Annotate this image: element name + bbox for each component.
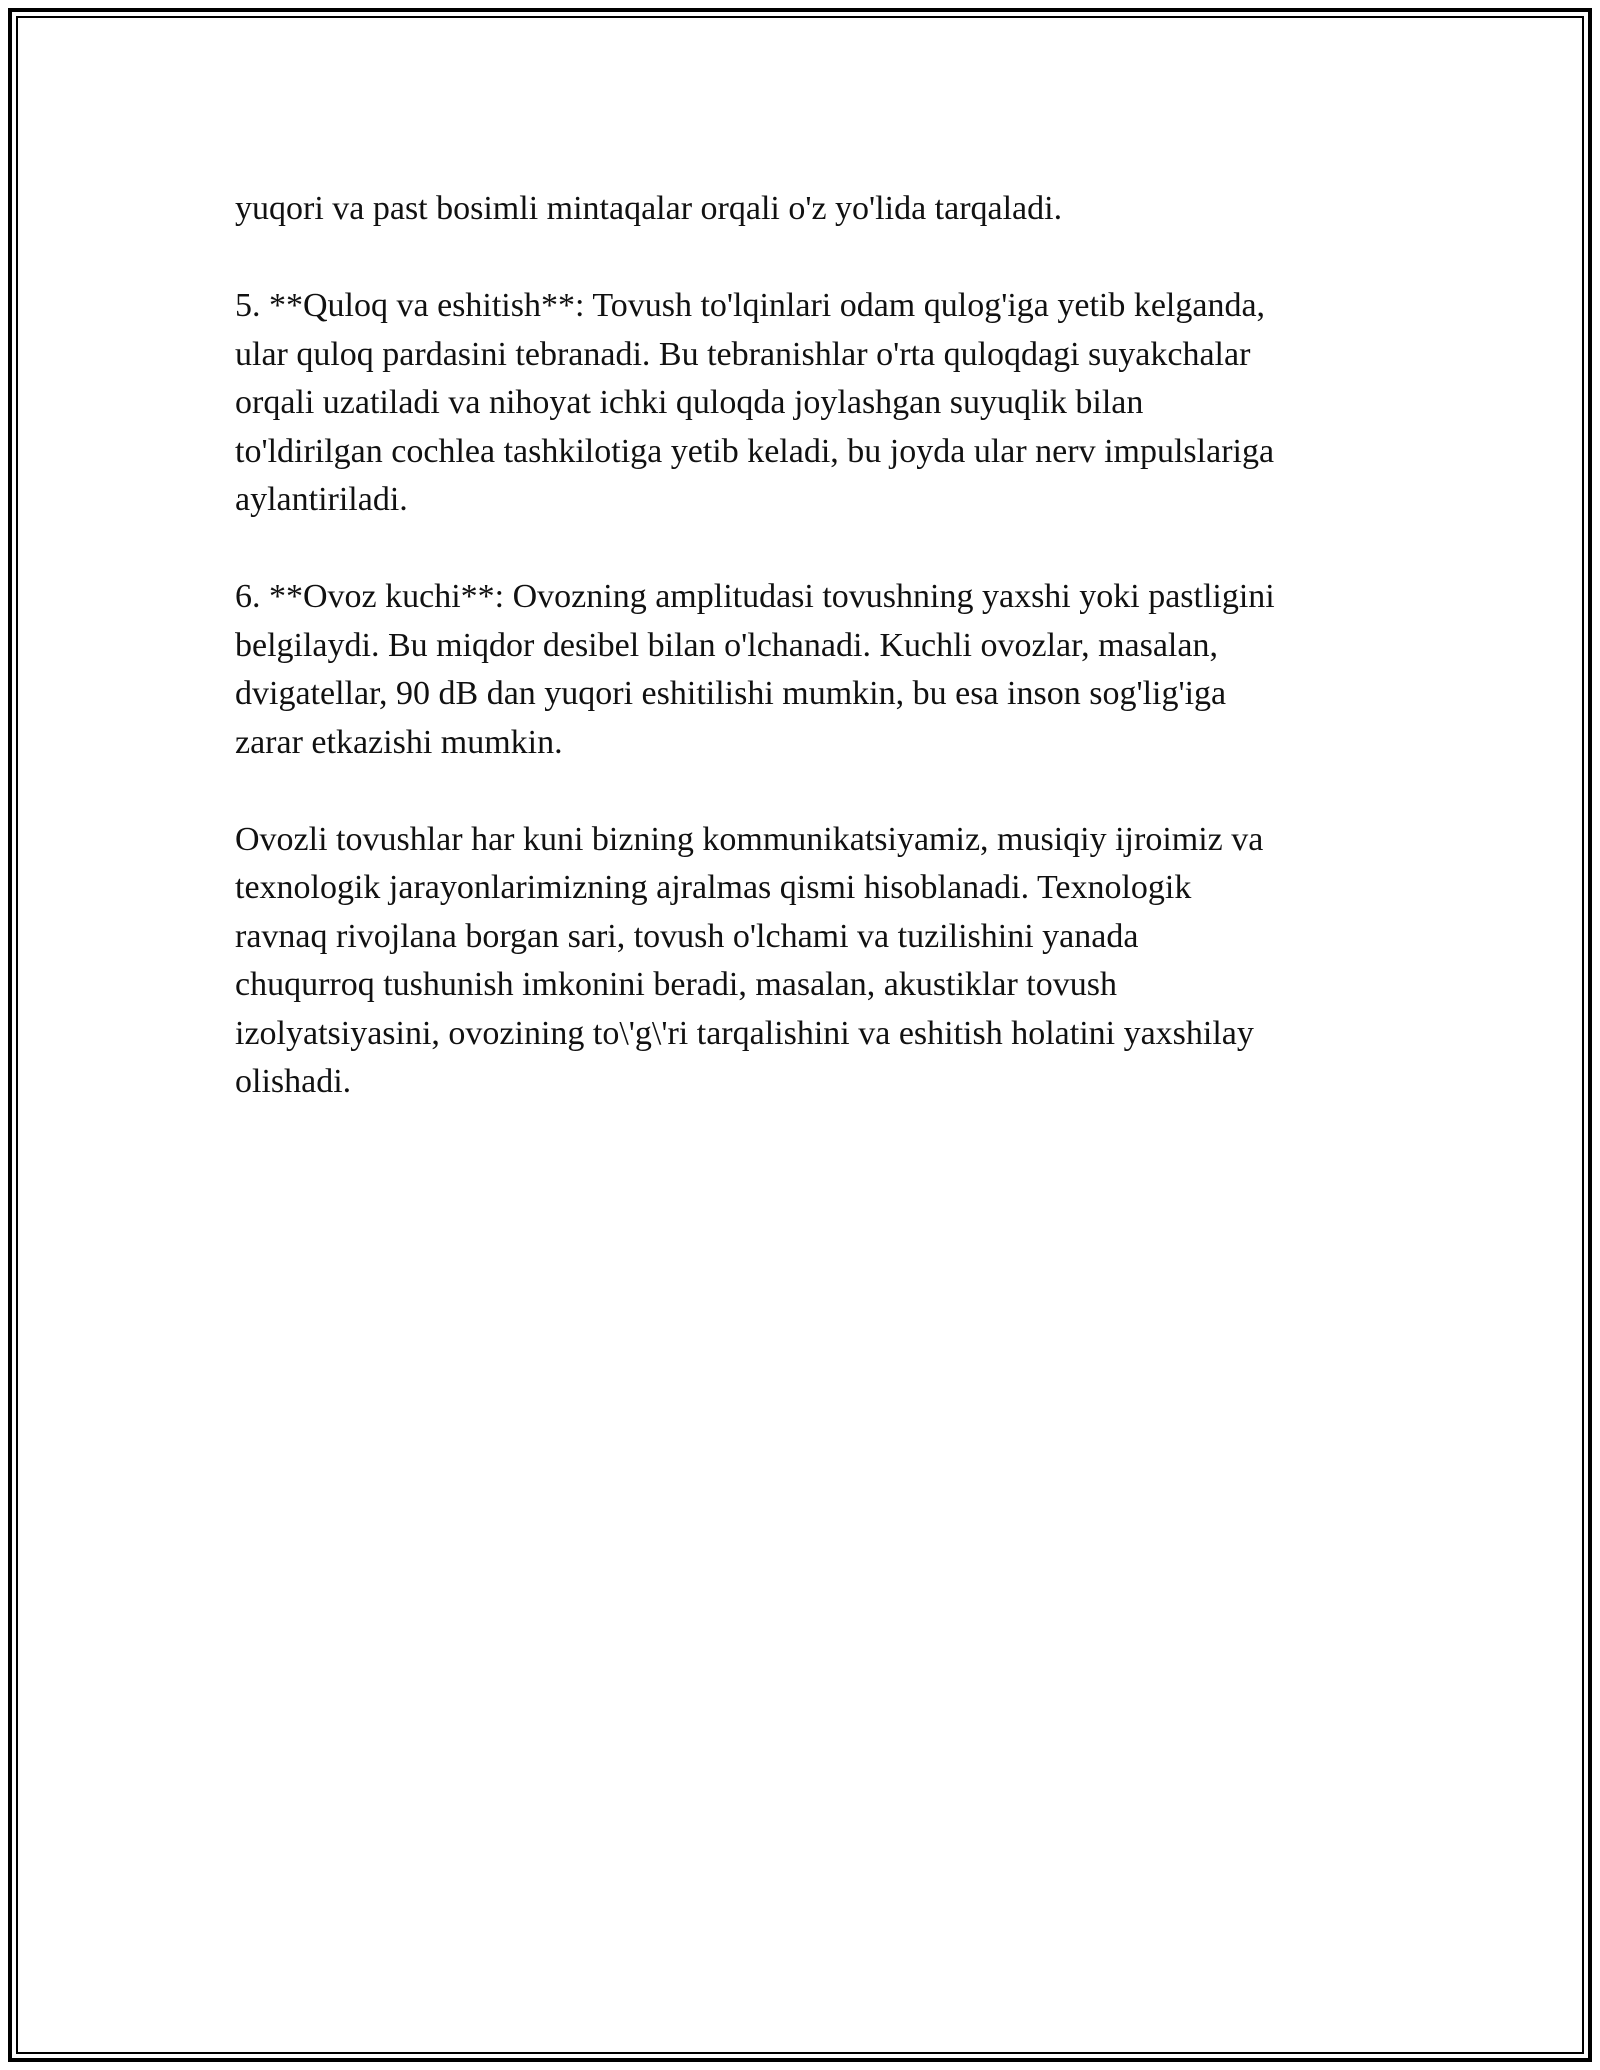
paragraph-conclusion: Ovozli tovushlar har kuni bizning kommunikatsiyamiz, musiqiy ijroimiz va texnologik jarayonlarimizning ajralmas qismi hisoblanadi. Texnologik ravnaq rivojlana borgan sari, tovush o'lchami va tuzilishini yanada chuqurroq tushunish imkonini beradi, masalan, akustiklar tovush izolyatsiyasini, ovozining to\'g\'ri tarqalishini va eshitish holatini yaxshilay olishadi. [235, 820, 1264, 1100]
paragraph-ear-and-hearing: 5. **Quloq va eshitish**: Tovush to'lqinlari odam qulog'iga yetib kelganda, ular quloq pardasini tebranadi. Bu tebranishlar o'rta quloqdagi suyakchalar orqali uzatiladi va nihoyat ichki quloqda joylashgan suyuqlik bilan to'ldirilgan cochlea tashkilotiga yetib keladi, bu joyda ular nerv impulslariga aylantiriladi. [235, 287, 1275, 518]
paragraph-continuation: yuqori va past bosimli mintaqalar orqali o'z yo'lida tarqaladi. [235, 190, 1063, 227]
document-body [235, 185, 1375, 1155]
paragraph-sound-loudness: 6. **Ovoz kuchi**: Ovozning amplitudasi tovushning yaxshi yoki pastligini belgilaydi. Bu miqdor desibel bilan o'lchanadi. Kuchli ovozlar, masalan, dvigatellar, 90 dB dan yuqori eshitilishi mumkin, bu esa inson sog'lig'iga zarar etkazishi mumkin. [235, 578, 1275, 761]
